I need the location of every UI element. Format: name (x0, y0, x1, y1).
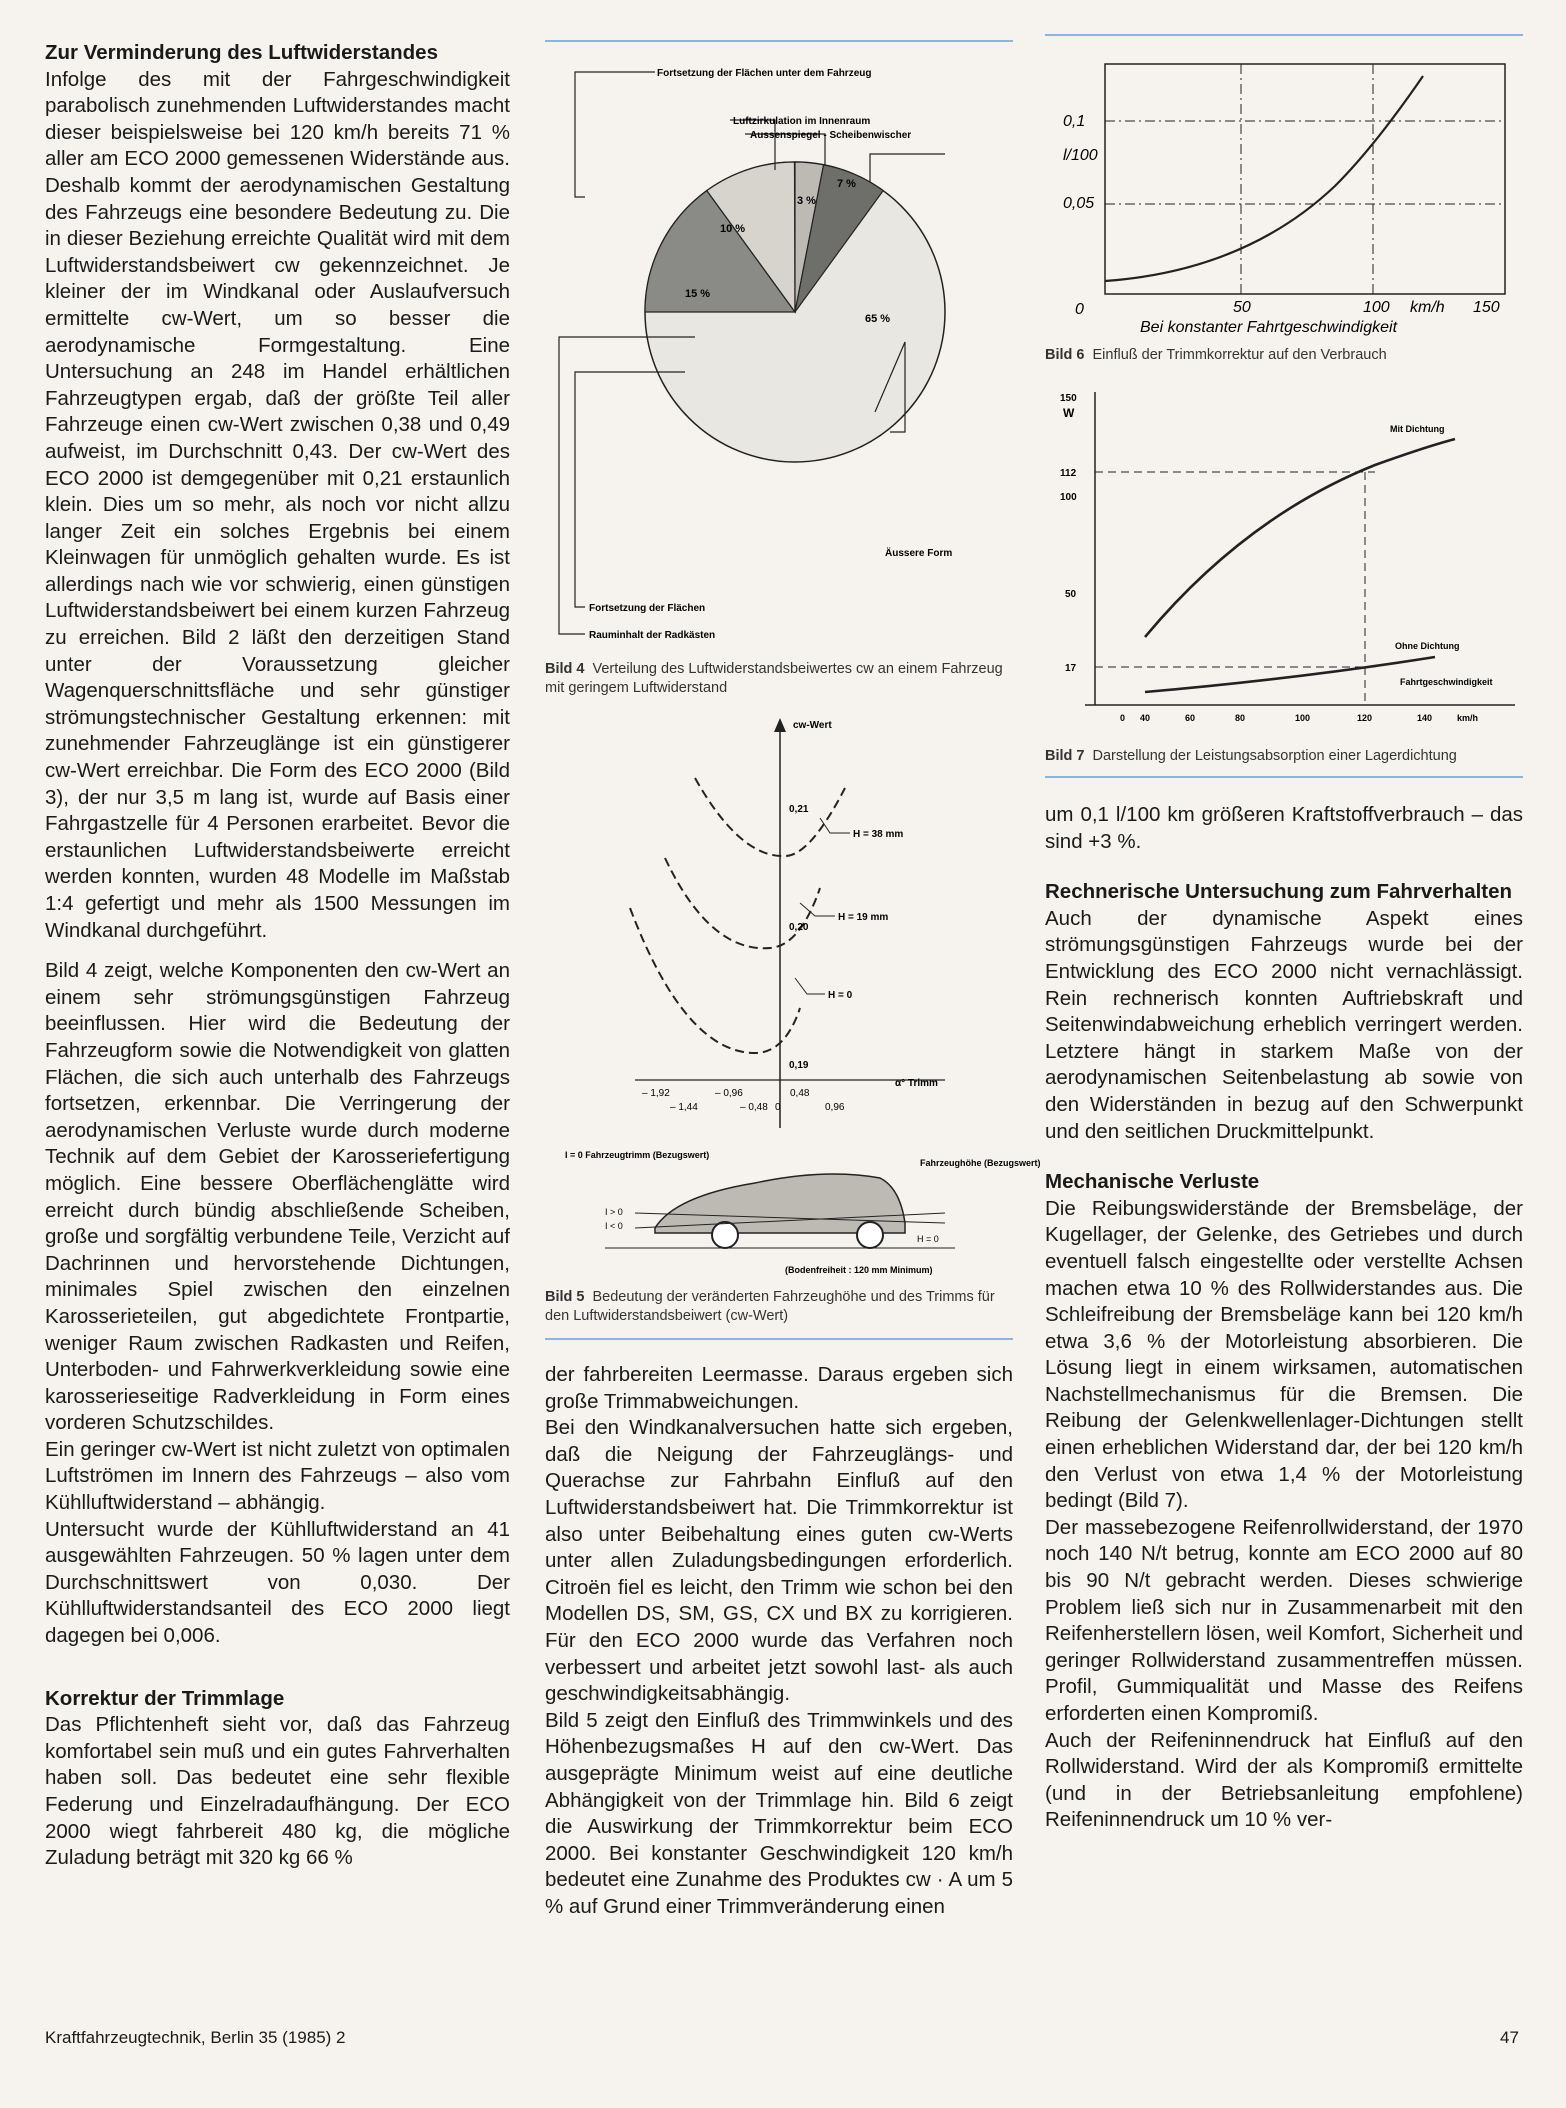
heading-mechanische-verluste: Mechanische Verluste (1045, 1170, 1260, 1194)
xtick: 0,48 (790, 1088, 810, 1099)
ytick: 0,05 (1063, 195, 1095, 212)
paragraph: Ein geringer cw-Wert ist nicht zuletzt von optimalen Luftströmen im Innern des Fahrzeugs – also vom Kühlluftwiderstand – abhängig. (45, 1437, 510, 1515)
paragraph: Der massebezogene Reifenrollwiderstand, der 1970 noch 140 N/t betrug, konnte am ECO 2000 auf 80 bis 90 N/t gebracht werden. Dieses schwierige Problem ließ sich nur in Zusammenarbeit mit den Reifenherstellern lösen, weil Komfort, Sicherheit und geringer Rollwiderstand zusammentreffen müssen. Profil, Gummiqualität und Masse des Reifens erforderten einen Kompromiß. (1045, 1515, 1523, 1725)
xtick: 0,96 (825, 1102, 845, 1113)
pie-label-7: 7 % (837, 178, 856, 190)
figure-6 (1045, 36, 1523, 346)
xtick: – 1,92 (642, 1088, 670, 1099)
pie-label-15: 15 % (685, 288, 711, 300)
caption-bild-5: Bild 5 Bedeutung der veränderten Fahrzeughöhe und des Trimms für den Luftwiderstandsbeiwert (cw-Wert) (545, 1289, 995, 1324)
paragraph: Auch der dynamische Aspekt eines strömungsgünstigen Fahrzeugs wurde bei der Entwicklung des ECO 2000 nicht vernachlässigt. Rein rechnerisch konnten Auftriebskraft und Seitenwindabweichung erheblich verringert werden. Letztere hängt in starkem Maße von der aerodynamischen Seitenbelastung ab sowie von den Widerständen in bezug auf den Schwerpunkt und den seitlichen Druckmittelpunkt. (1045, 906, 1523, 1143)
ytick: 0,19 (789, 1060, 809, 1071)
figure-7 (1045, 387, 1523, 747)
verbrauch-chart-bild-6 (1045, 36, 1523, 346)
pie-label-3: 3 % (797, 195, 816, 207)
xtick: 150 (1473, 299, 1500, 316)
paragraph: Bild 5 zeigt den Einfluß des Trimmwinkels und des Höhenbezugsmaßes H auf den cw-Wert. Das ausgeprägte Minimum weist auf eine deutliche Abhängigkeit von der Trimmlage hin. Bild 6 zeigt die Auswirkung der Trimmkorrektur beim ECO 2000. Bei konstanter Geschwindigkeit 120 km/h bedeutet eine Zunahme des Produktes cw · A um 5 % auf Grund einer Trimmveränderung einen (545, 1708, 1013, 1918)
leistung-chart-bild-7 (1045, 387, 1523, 747)
verbrauch-curve (1105, 76, 1423, 281)
paragraph: Das Pflichtenheft sieht vor, daß das Fahrzeug komfortabel sein muß und ein gutes Fahrverhalten haben soll. Das bedeutet eine sehr flexible Federung und Einzelradaufhängung. Der ECO 2000 wiegt fahrbereit 480 kg, die mögliche Zuladung beträgt mit 320 kg 66 % (45, 1713, 510, 1870)
car-label-hoehe: Fahrzeughöhe (Bezugswert) (920, 1158, 1041, 1168)
label-h19: H = 19 mm (838, 912, 889, 923)
figure-4 (545, 42, 1013, 642)
caption-bild-7: Bild 7 Darstellung der Leistungsabsorption einer Lagerdichtung (1045, 748, 1457, 764)
curve-h19 (665, 858, 820, 948)
paragraph: Untersucht wurde der Kühlluftwiderstand an 41 ausgewählten Fahrzeugen. 50 % lagen unter dem Durchschnittswert von 0,030. Der Kühlluftwiderstandsanteil des ECO 2000 liegt dagegen bei 0,006. (45, 1517, 510, 1648)
xtick: 40 (1140, 713, 1151, 723)
ytick: 112 (1060, 468, 1077, 479)
page-number: 47 (1500, 2028, 1519, 2047)
label-mit-dichtung: Mit Dichtung (1390, 424, 1445, 434)
xtick: 120 (1357, 713, 1373, 723)
caption-bild-4: Bild 4 Verteilung des Luftwiderstandsbeiwertes cw an einem Fahrzeug mit geringem Luftwiderstand (545, 661, 1003, 696)
ytick: l/100 (1063, 147, 1098, 164)
car-label-trimm: I = 0 Fahrzeugtrimm (Bezugswert) (565, 1150, 710, 1160)
xtick: 0 (1120, 713, 1126, 723)
heading-luftwiderstand: Zur Verminderung des Luftwiderstandes (45, 41, 438, 64)
pie-text-d: Äussere Form (885, 548, 953, 559)
ytick: 0,1 (1063, 113, 1086, 130)
column-3 (1045, 40, 1523, 1834)
column-2 (545, 40, 1041, 1920)
xtick: – 1,44 (670, 1102, 698, 1113)
curve-mit-dichtung (1145, 439, 1455, 637)
paragraph: um 0,1 l/100 km größeren Kraftstoffverbrauch – das sind +3 %. (1045, 803, 1523, 853)
car-label-ipos: I > 0 (605, 1207, 623, 1217)
car-label-bodenfreiheit: (Bodenfreiheit : 120 mm Minimum) (785, 1265, 933, 1275)
xtick: km/h (1410, 299, 1445, 316)
pie-label-65: 65 % (865, 313, 891, 325)
label-ohne-dichtung: Ohne Dichtung (1395, 641, 1460, 651)
xtick: – 0,96 (715, 1088, 743, 1099)
pie-text-f: Rauminhalt der Radkästen (589, 630, 716, 641)
xtick: 100 (1295, 713, 1311, 723)
heading-trimmlage: Korrektur der Trimmlage (45, 1686, 285, 1710)
pie-label-10: 10 % (720, 223, 746, 235)
curve-h38 (695, 778, 845, 856)
xtick: 60 (1185, 713, 1196, 723)
y-label: cw-Wert (793, 720, 832, 731)
label-h0: H = 0 (828, 990, 853, 1001)
x-label: α° Trimm (895, 1078, 938, 1089)
caption-bild-6: Bild 6 Einfluß der Trimmkorrektur auf den Verbrauch (1045, 347, 1387, 363)
figure-5 (545, 708, 1041, 1288)
paragraph: der fahrbereiten Leermasse. Daraus ergeben sich große Trimmabweichungen. (545, 1363, 1013, 1413)
ytick: 0,20 (789, 922, 809, 933)
xtick: 50 (1233, 299, 1251, 316)
column-1 (45, 40, 510, 1872)
ytick: 0,21 (789, 804, 809, 815)
xtick: 0 (1075, 301, 1084, 318)
paragraph: Die Reibungswiderstände der Bremsbeläge, der Kugellager, der Gelenke, des Getriebes und durch eventuell falsch eingestellte oder verstellte Achsen machen etwa 10 % des Rollwiderstandes aus. Die Schleifreibung der Bremsbeläge kann bei 120 km/h etwa 3,6 % der Motorleistung absorbieren. Die Lösung liegt in einem wirksamen, automatischen Nachstellmechanismus für die Bremsen. Die Reibung der Gelenkwellenlager-Dichtungen stellt einen erheblichen Widerstand dar, der bei 120 km/h den Verlust von etwa 1,4 % der Motorleistung bedingt (Bild 7). (1045, 1196, 1523, 1513)
curve-ohne-dichtung (1145, 657, 1435, 692)
ytick: 100 (1060, 492, 1077, 503)
ytick: 150 (1060, 393, 1077, 404)
xtick: 140 (1417, 713, 1433, 723)
footer-journal: Kraftfahrzeugtechnik, Berlin 35 (1985) 2 (45, 2028, 346, 2047)
paragraph: Infolge des mit der Fahrgeschwindigkeit parabolisch zunehmenden Luftwiderstandes macht dieser beispielsweise bei 120 km/h bereits 71 % aller am ECO 2000 gemessenen Widerstände aus. Deshalb kommt der aerodynamischen Gestaltung des Fahrzeugs eine besondere Bedeutung zu. Die in dieser Beziehung erreichte Qualität wird mit dem Luftwiderstandsbeiwert cw gekennzeichnet. Je kleiner der im Windkanal oder Auslaufversuch ermittelte cw-Wert, um so besser die aerodynamische Formgestaltung. Eine Untersuchung an 248 im Handel erhältlichen Fahrzeugtypen ergab, daß der größte Teil aller Fahrzeuge einen cw-Wert zwischen 0,38 und 0,49 aufweist, im Durchschnitt 0,43. Der cw-Wert des ECO 2000 ist demgegenüber mit 0,21 erstaunlich klein. Dies um so mehr, als noch vor nicht allzu langer Zeit ein solches Ergebnis bei einem Kleinwagen für unmöglich gehalten wurde. Es ist allerdings nach wie vor schwierig, einen günstigen Luftwiderstandsbeiwert bei einem kurzen Fahrzeug zu erreichen. Bild 2 läßt den derzeitigen Stand unter der Voraussetzung gleicher Wagenquerschnittsfläche und sehr günstiger strömungstechnischer Gestaltung erkennen: mit zunehmender Fahrzeuglänge ist ein günstigerer cw-Wert erreichbar. Die Form des ECO 2000 (Bild 3), der nur 3,5 m lang ist, wurde auf Basis einer Fahrgastzelle für 4 Personen erarbeitet. Bevor die erstaunlichen Luftwiderstandsbeiwerte erreicht werden konnten, wurden 48 Modelle im Maßstab 1:4 gefertigt und mehr als 1500 Messungen im Windkanal durchgeführt. (45, 67, 510, 942)
paragraph: Bei den Windkanalversuchen hatte sich ergeben, daß die Neigung der Fahrzeuglängs- und Querachse zur Fahrbahn Einfluß auf den Luftwiderstandsbeiwert hat. Die Trimmkorrektur ist also unter Beibehaltung eines guten cw-Werts unter allen Zuladungsbedingungen erforderlich. Citroën fiel es leicht, den Trimm wie schon bei den Modellen DS, SM, GS, CX und BX zu korrigieren. Für den ECO 2000 wurde das Verfahren noch verbessert und arbeitet jetzt sowohl last- als auch geschwindigkeitsabhängig. (545, 1416, 1013, 1706)
car-label-h: H = 0 (917, 1234, 939, 1244)
car-label-ineg: I < 0 (605, 1221, 623, 1231)
label-h38: H = 38 mm (853, 829, 904, 840)
paragraph: Auch der Reifeninnendruck hat Einfluß auf den Rollwiderstand. Wird der als Kompromiß ermittelte (und in der Betriebsanleitung empfohlene) Reifeninnendruck um 10 % ver- (1045, 1728, 1523, 1832)
xtick: – 0,48 (740, 1102, 768, 1113)
xtick: 0 (775, 1102, 781, 1113)
xtick: 100 (1363, 299, 1390, 316)
ytick: 17 (1065, 663, 1077, 674)
pie-text-a: Fortsetzung der Flächen unter dem Fahrzeug (657, 68, 872, 79)
ytick: 50 (1065, 589, 1077, 600)
ytick: W (1063, 406, 1075, 420)
car-sketch (605, 1174, 955, 1248)
xtick: km/h (1457, 713, 1479, 723)
paragraph: Bild 4 zeigt, welche Komponenten den cw-Wert an einem sehr strömungsgünstigen Fahrzeug beeinflussen. Hier wird die Bedeutung der Fahrzeugform sowie die Notwendigkeit von glatten Flächen, die sich auch unterhalb des Fahrzeugs fortsetzen, erkennbar. Die Verringerung der aerodynamischen Verluste wurde durch moderne Technik auf dem Gebiet der Karosseriefertigung möglich. Eine bessere Oberflächenglätte wird erreicht durch bündig abschließende Scheiben, große und sorgfältig verbundene Teile, Verzicht auf Dachrinnen und hervorstehende Dichtungen, minimales Spiel zwischen den einzelnen Karosserieteilen, gut abgedichtete Frontpartie, weniger Raum zwischen Radkasten und Reifen, Unterboden- und Fahrwerkverkleidung sowie eine karosserieseitige Radverkleidung in Form eines vorderen Schutzschildes. (45, 959, 510, 1435)
pie-text-b: Luftzirkulation im Innenraum (733, 116, 871, 127)
xtick: 80 (1235, 713, 1246, 723)
x-label: Bei konstanter Fahrtgeschwindigkeit (1140, 319, 1398, 336)
pie-text-c: Aussenspiegel - Scheibenwischer (750, 130, 912, 141)
pie-chart-bild-4 (545, 42, 1013, 642)
pie-text-e: Fortsetzung der Flächen (589, 603, 706, 614)
heading-fahrverhalten: Rechnerische Untersuchung zum Fahrverhalten (1045, 880, 1513, 904)
x-label: Fahrtgeschwindigkeit (1400, 677, 1493, 687)
trimm-chart-bild-5 (545, 708, 1041, 1288)
